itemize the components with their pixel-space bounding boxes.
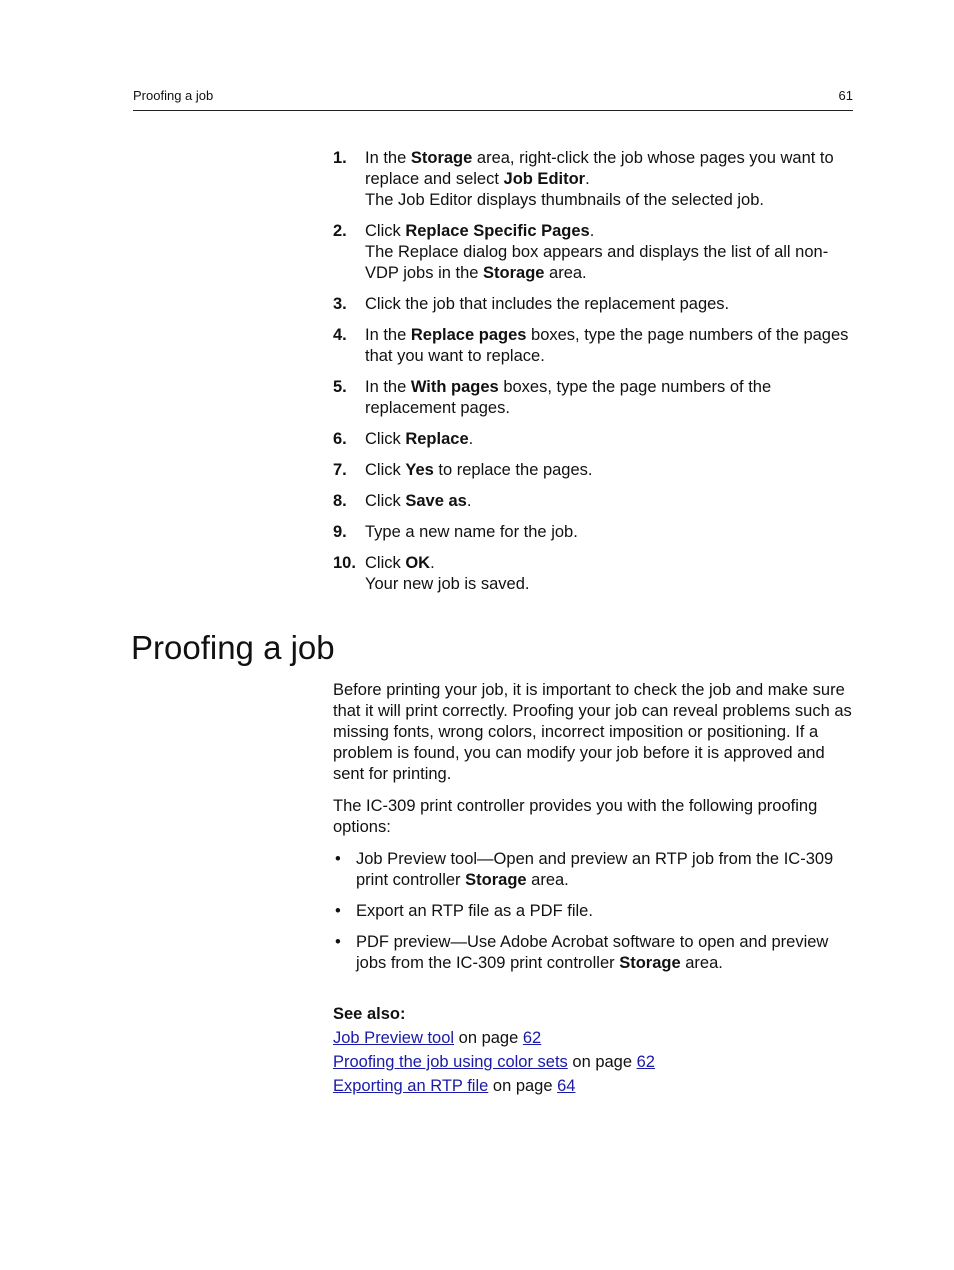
step-item bbox=[333, 148, 858, 211]
section-heading: Proofing a job bbox=[131, 629, 335, 666]
link-proofing-color-sets[interactable]: Proofing the job using color sets bbox=[333, 1053, 568, 1071]
step-result: The Replace dialog box appears and displays the list of all non-VDP jobs in the Storage area. bbox=[365, 243, 829, 282]
intro-paragraph: Before printing your job, it is important to check the job and make sure that it will print correctly. Proofing your job can reveal problems such as missing fonts, wrong colors, incorrect imposition or positioning. If a problem is found, you can modify your job before it is approved and sent for printing. bbox=[333, 681, 852, 783]
step-number: 10. bbox=[333, 554, 356, 572]
step-number: 3. bbox=[333, 295, 347, 313]
step-text: Click Save as. bbox=[365, 492, 472, 510]
procedure-steps bbox=[333, 148, 858, 605]
step-text: In the Storage area, right-click the job whose pages you want to replace and select Job Editor. bbox=[365, 149, 834, 188]
step-item bbox=[333, 553, 858, 595]
link-exporting-rtp-file[interactable]: Exporting an RTP file bbox=[333, 1077, 489, 1095]
step-number: 8. bbox=[333, 492, 347, 510]
step-text: Click Replace. bbox=[365, 430, 474, 448]
bullet-icon: • bbox=[335, 933, 341, 951]
see-also-title: See also: bbox=[333, 1005, 406, 1023]
list-item: • Job Preview tool—Open and preview an RTP job from the IC-309 print controller Storage area. bbox=[335, 850, 834, 889]
step-result: The Job Editor displays thumbnails of the selected job. bbox=[365, 191, 764, 209]
step-number: 1. bbox=[333, 149, 347, 167]
step-number: 2. bbox=[333, 222, 347, 240]
link-page-62[interactable]: 62 bbox=[522, 1029, 542, 1047]
step-item bbox=[333, 325, 858, 367]
list-item: • Export an RTP file as a PDF file. bbox=[335, 902, 593, 920]
step-item bbox=[333, 491, 858, 512]
step-number: 6. bbox=[333, 430, 347, 448]
step-text: In the Replace pages boxes, type the page numbers of the pages that you want to replace. bbox=[365, 326, 849, 365]
see-also-entry: Proofing the job using color sets on page 62 bbox=[333, 1053, 655, 1071]
see-also-entry: Job Preview tool on page 62 bbox=[333, 1029, 542, 1047]
see-also-entry: Exporting an RTP file on page 64 bbox=[333, 1077, 576, 1095]
step-item bbox=[333, 522, 858, 543]
running-header bbox=[133, 88, 853, 111]
step-text: Click OK. bbox=[365, 554, 435, 572]
list-item: • PDF preview—Use Adobe Acrobat software to open and preview jobs from the IC-309 print controller Storage area. bbox=[335, 933, 829, 972]
bullet-icon: • bbox=[335, 902, 341, 920]
step-item bbox=[333, 460, 858, 481]
step-text: Click Yes to replace the pages. bbox=[365, 461, 593, 479]
step-item bbox=[333, 221, 858, 284]
link-page-64[interactable]: 64 bbox=[557, 1077, 576, 1095]
link-page-62[interactable]: 62 bbox=[636, 1053, 655, 1071]
step-item bbox=[333, 294, 858, 315]
step-result: Your new job is saved. bbox=[365, 575, 530, 593]
step-number: 4. bbox=[333, 326, 347, 344]
bullet-icon: • bbox=[335, 850, 341, 868]
step-text: Type a new name for the job. bbox=[365, 523, 578, 541]
step-text: Click the job that includes the replacement pages. bbox=[365, 295, 730, 313]
step-text: In the With pages boxes, type the page numbers of the replacement pages. bbox=[365, 378, 772, 417]
step-number: 5. bbox=[333, 378, 347, 396]
step-item bbox=[333, 429, 858, 450]
step-number: 7. bbox=[333, 461, 347, 479]
proofing-options-list bbox=[333, 849, 858, 974]
step-item bbox=[333, 377, 858, 419]
link-job-preview-tool[interactable]: Job Preview tool bbox=[333, 1029, 455, 1047]
section-body bbox=[333, 680, 858, 1098]
header-title: Proofing a job bbox=[133, 88, 214, 103]
step-text: Click Replace Specific Pages. bbox=[365, 222, 595, 240]
header-page-number: 61 bbox=[838, 88, 853, 103]
step-number: 9. bbox=[333, 523, 347, 541]
see-also-block bbox=[333, 1002, 858, 1098]
options-paragraph: The IC-309 print controller provides you with the following proofing options: bbox=[333, 797, 818, 836]
